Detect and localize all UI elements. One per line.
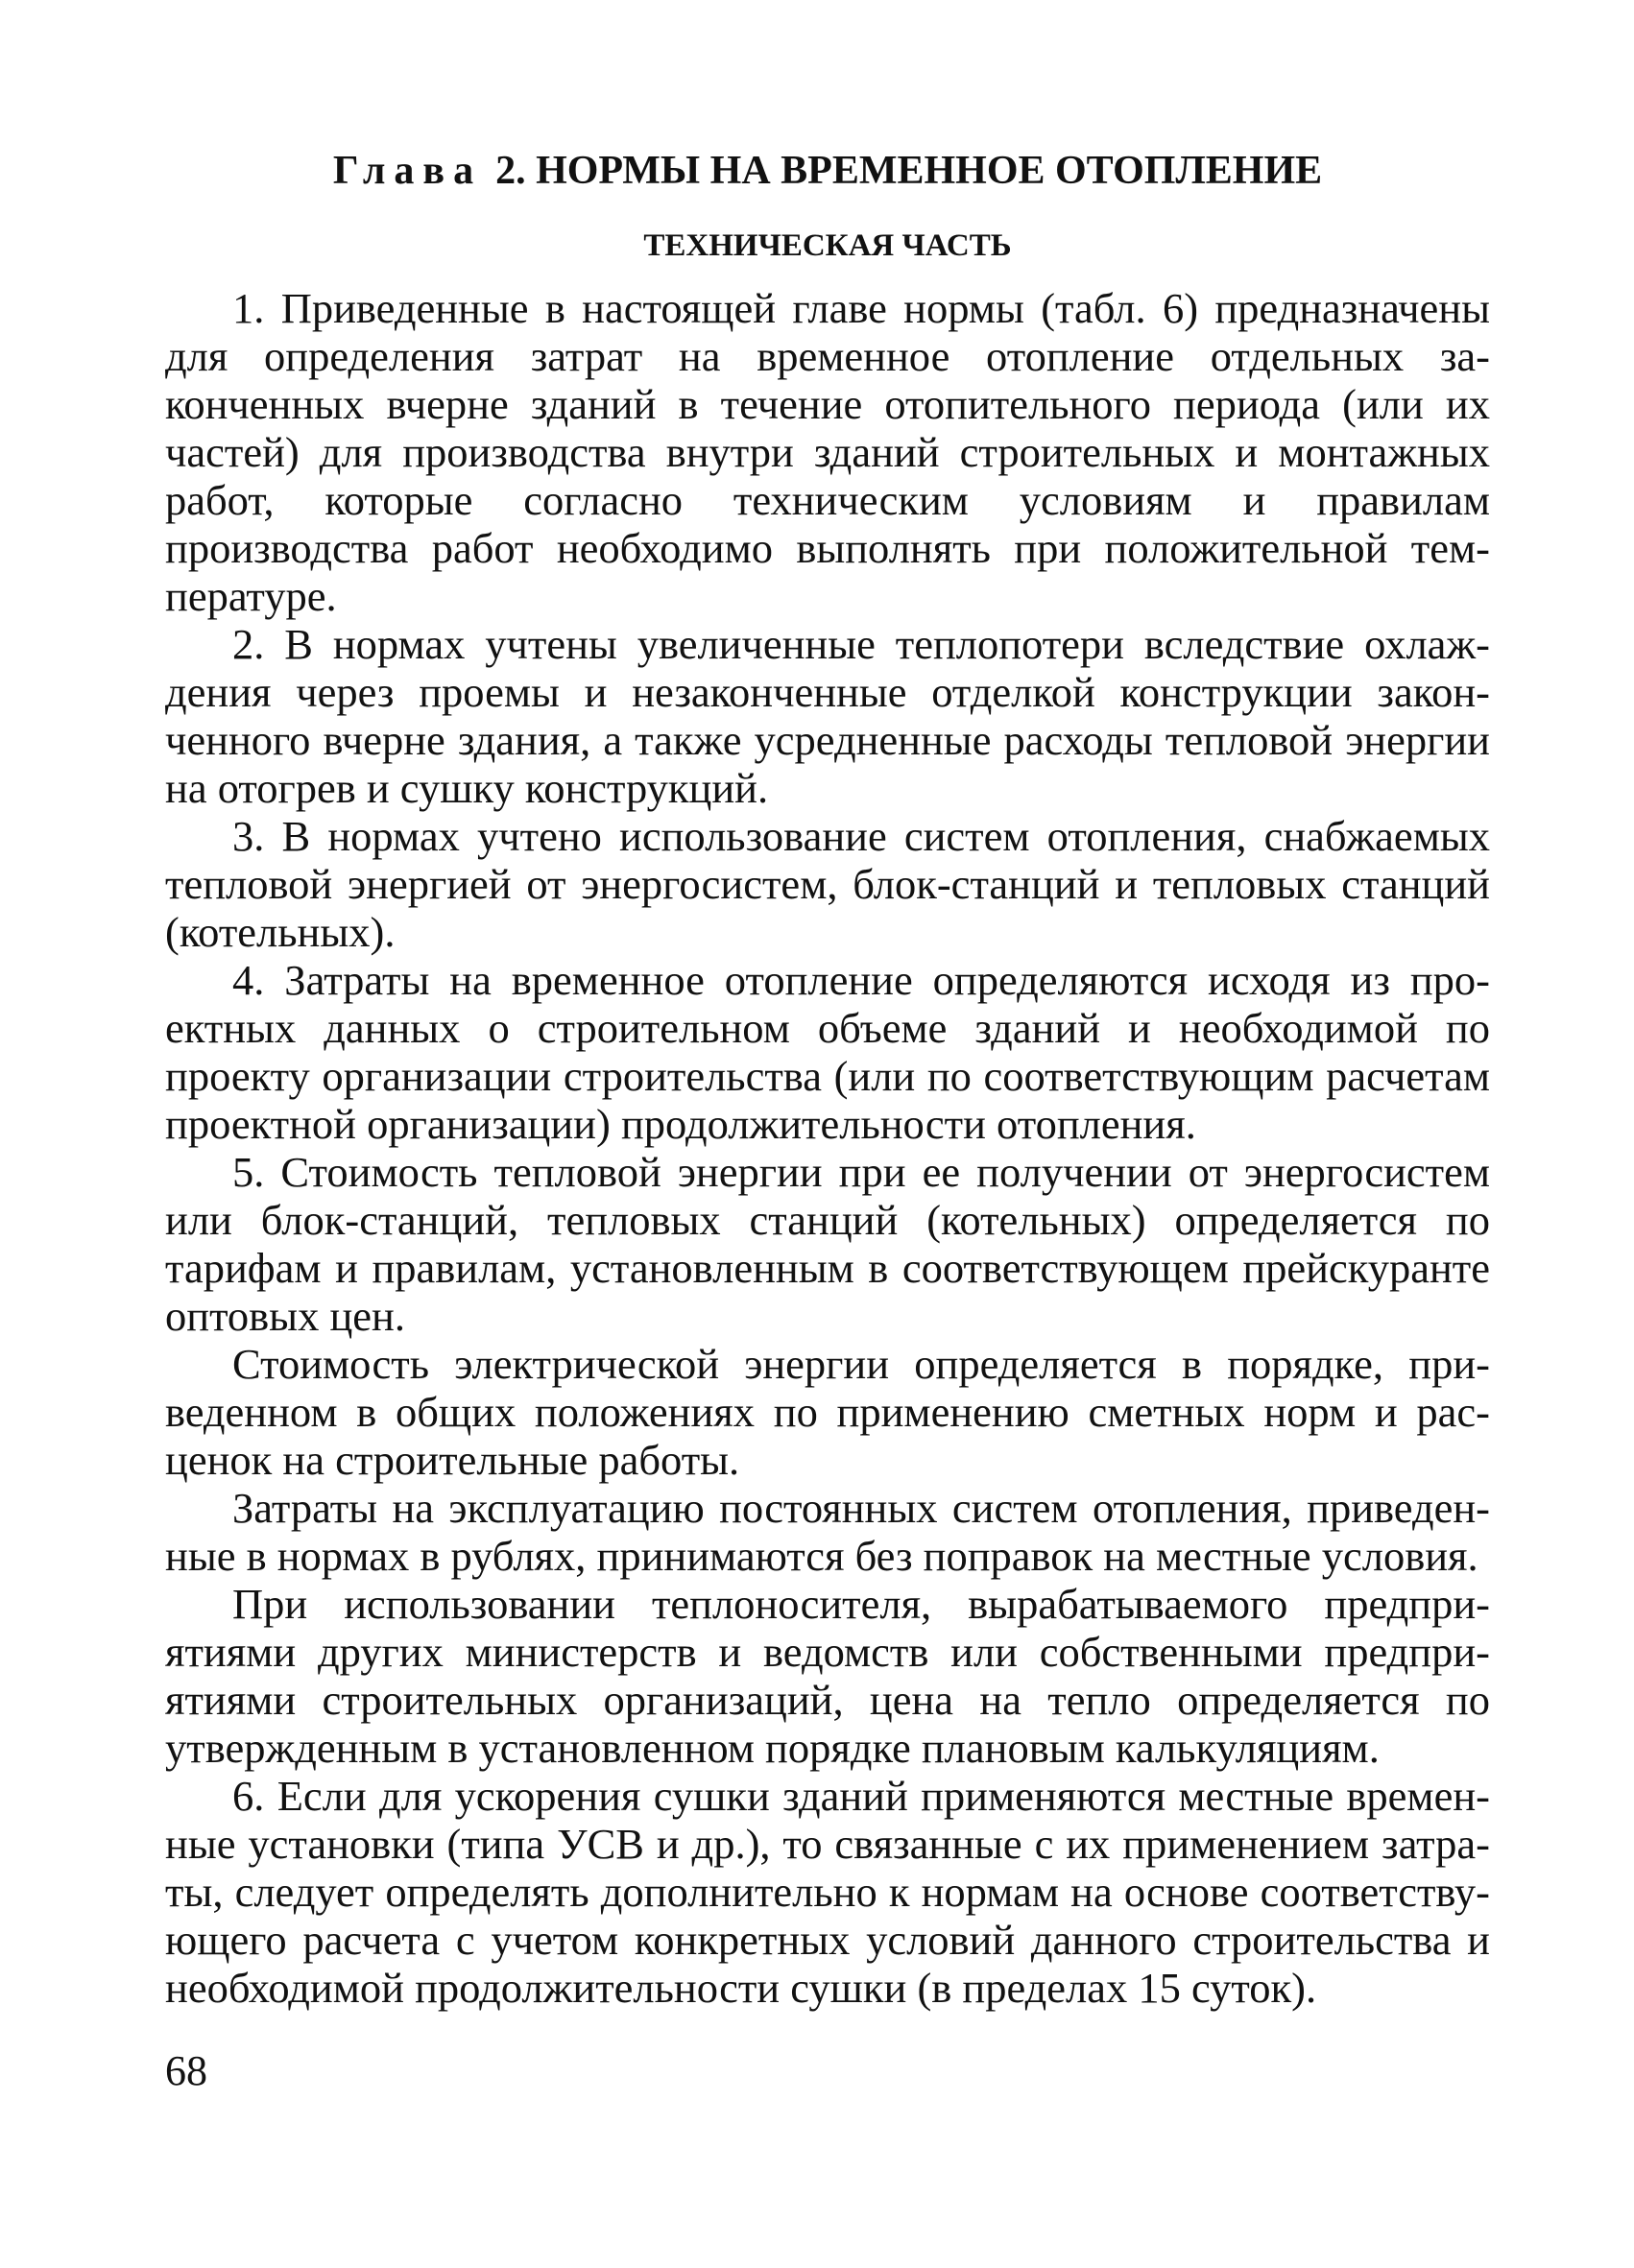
chapter-heading: 2. НОРМЫ НА ВРЕМЕННОЕ ОТОПЛЕНИЕ xyxy=(495,149,1323,193)
page-number: 68 xyxy=(165,2047,207,2094)
section-title: ТЕХНИЧЕСКАЯ ЧАСТЬ xyxy=(643,228,1012,263)
paragraph-2: 2. В нормах учтены увеличенные теплопотери вследствие охлаждения через проемы и незаконченные отделкой конструкции законченного вчерне здания, а также усредненные расходы тепловой энергии на отогрев и сушку конструкций. xyxy=(165,620,1490,812)
paragraph-1: 1. Приведенные в настоящей главе нормы (табл. 6) предназначены для определения затрат на временное отопление отдельных законченных вчерне зданий в течение отопительного периода (или их частей) для производства внутри зданий строительных и монтажных работ, которые согласно техническим условиям и правилам производства работ необходимо выполнять при положительной температуре. xyxy=(165,284,1490,620)
paragraph-8: При использовании теплоносителя, вырабатываемого предприятиями других министерств и ведомств или собственными предприятиями строительных организаций, цена на тепло определяется по утвержденным в установленном порядке плановым калькуляциям. xyxy=(165,1580,1490,1772)
paragraph-6: Стоимость электрической энергии определяется в порядке, приведенном в общих положениях по применению сметных норм и расценок на строительные работы. xyxy=(165,1340,1490,1484)
paragraph-7: Затраты на эксплуатацию постоянных систем отопления, приведенные в нормах в рублях, принимаются без поправок на местные условия. xyxy=(165,1484,1490,1580)
chapter-title xyxy=(165,144,1490,198)
document-page xyxy=(165,144,1490,2012)
paragraph-5: 5. Стоимость тепловой энергии при ее получении от энергосистем или блок-станций, тепловых станций (котельных) определяется по тарифам и правилам, установленным в соответствующем прейскуранте оптовых цен. xyxy=(165,1148,1490,1340)
chapter-label: Глава xyxy=(332,149,483,193)
paragraph-3: 3. В нормах учтено использование систем отопления, снабжаемых тепловой энергией от энергосистем, блок-станций и тепловых станций (котельных). xyxy=(165,812,1490,956)
paragraph-9: 6. Если для ускорения сушки зданий применяются местные временные установки (типа УСВ и др.), то связанные с их применением затраты, следует определять дополнительно к нормам на основе соответствующего расчета с учетом конкретных условий данного строительства и необходимой продолжительности сушки (в пределах 15 суток). xyxy=(165,1772,1490,2012)
paragraph-4: 4. Затраты на временное отопление определяются исходя из проектных данных о строительном объеме зданий и необходимой по проекту организации строительства (или по соответствующим расчетам проектной организации) продолжительности отопления. xyxy=(165,956,1490,1148)
